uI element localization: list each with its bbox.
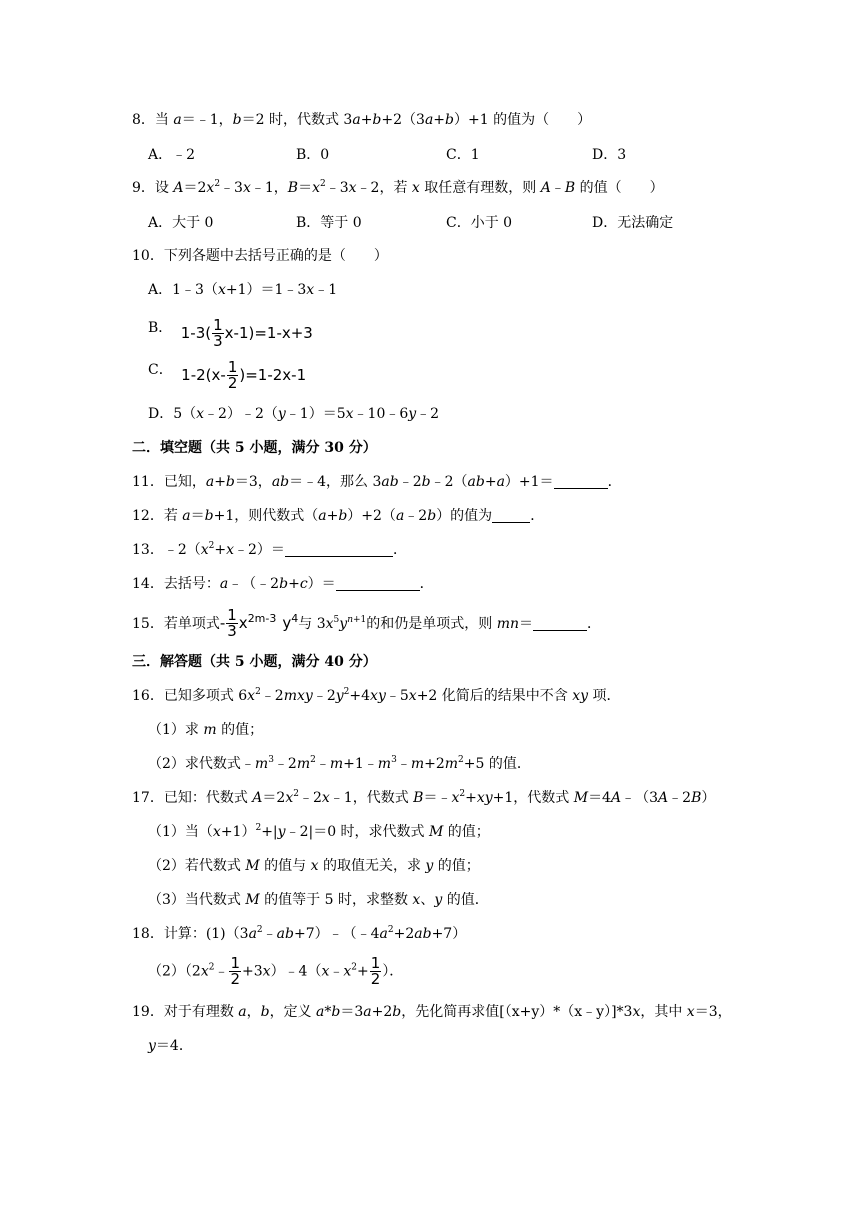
q9-option-b: B．等于 0 <box>296 215 362 231</box>
q8-text: 8．当 <box>132 112 174 128</box>
q11-text: ＝3， <box>234 474 272 490</box>
q19-text: ＝4． <box>155 1038 193 1054</box>
q9-text: 的值（ ） <box>575 180 664 196</box>
q18-text: （2）（2 <box>148 963 201 980</box>
numerator: 1 <box>230 954 241 972</box>
q17-text: 的值与 <box>259 858 311 874</box>
q17-text: 的值等于 5 时，求整数 <box>259 892 413 908</box>
q10-text: 1-3( <box>180 324 212 342</box>
q18-text: +7）﹣（﹣4 <box>293 926 380 942</box>
q18-text: +2 <box>393 926 415 942</box>
q9-text: 9．设 <box>132 180 174 196</box>
q8-text: ）+1 的值为（ ） <box>454 112 592 128</box>
exponent: 2m-3 <box>247 612 277 625</box>
question-18: 18．计算：$(1)(3a^2﹣ab+7)﹣(﹣4a^2+2ab+7)$ <box>132 925 467 942</box>
q15-text: 与 3 <box>298 616 326 632</box>
q18-text: 18．计算：(1)（3 <box>132 926 249 942</box>
question-9: 9．设 $A=2x^2﹣3x﹣1$，$B=x^2﹣3x﹣2$，若 x 取任意有理数，则 A﹣B 的值（ ） <box>132 179 664 196</box>
q9-text: ﹣ <box>550 180 565 196</box>
question-8: 8．当 a＝﹣1，b＝2 时，代数式 3a+b+2（3a+b）+1 的值为（ ） <box>132 112 592 128</box>
q19-text: ， <box>246 1004 261 1020</box>
q19-text: ＝3， <box>694 1004 732 1020</box>
fraction <box>229 956 241 987</box>
answer-blank[interactable] <box>492 508 530 523</box>
q17-text: （3）当代数式 <box>148 892 246 908</box>
answer-blank[interactable] <box>533 616 587 631</box>
q8-option-d: D．3 <box>592 147 627 163</box>
q17-text: ＝4 <box>588 790 611 806</box>
q19-text: ，定义 <box>269 1004 317 1020</box>
q17-text: 、 <box>420 892 435 908</box>
q10-text: ﹣1）＝5 <box>285 406 346 422</box>
q17-text: + <box>465 790 477 806</box>
q17-text: ） <box>701 790 716 806</box>
question-14: 14．去括号：a﹣（﹣2b+c）＝ ． <box>132 576 434 592</box>
q17-text: 的取值无关，求 <box>318 858 426 874</box>
q19-text: ，其中 <box>640 1004 687 1020</box>
q10-text: A．1﹣3（ <box>148 282 218 298</box>
q18-text: ﹣ <box>262 926 277 942</box>
q16-text: ﹣ <box>315 756 330 772</box>
q12-text: + <box>326 508 339 524</box>
q14-text: 14．去括号： <box>132 576 220 592</box>
q15-text: x <box>238 614 248 632</box>
q17-text: 的值； <box>433 858 480 874</box>
q8-text: + <box>360 112 373 128</box>
q13-text: + <box>214 542 227 558</box>
q14-text: ． <box>419 576 434 592</box>
question-19-cont: y＝4． <box>148 1038 193 1054</box>
q13-text: ﹣2）＝ <box>234 542 285 558</box>
question-12: 12．若 a＝b+1，则代数式（a+b）+2（a﹣2b）的值为 ． <box>132 508 545 524</box>
q10-option-d: D．5（x﹣2）﹣2（y﹣1）＝5x﹣10﹣6y﹣2 <box>148 406 440 422</box>
q10-text: 1-2(x- <box>181 366 226 384</box>
q16-text: ﹣2 <box>260 688 284 704</box>
q9-option-c: C．小于 0 <box>446 215 513 231</box>
q8-option-c: C．1 <box>446 147 480 163</box>
q11-text: 11．已知， <box>132 474 206 490</box>
fraction <box>227 360 239 391</box>
q19-text: ，先化简再求值[（x+y）*（x﹣y）]*3 <box>401 1004 633 1020</box>
q15-text: y <box>282 614 292 632</box>
q17-text: ﹣1，代数式 <box>329 790 414 806</box>
q16-text: 项． <box>588 688 621 704</box>
q17-part-3: （3）当代数式 M 的值等于 5 时，求整数 x、y 的值． <box>148 892 489 908</box>
q11-text: + <box>214 474 226 490</box>
q10-text: ﹣2）﹣2（ <box>204 406 278 422</box>
q9-option-a: A．大于 0 <box>148 215 214 231</box>
q16-text: ﹣ <box>396 756 411 772</box>
q18-text: ﹣ <box>214 963 229 980</box>
q17-text: +| <box>261 824 278 840</box>
q12-text: ． <box>530 508 545 524</box>
q16-text: ﹣5 <box>385 688 409 704</box>
q12-text: ）+2（ <box>347 508 396 524</box>
q10-text: +1）＝1﹣3 <box>225 282 307 298</box>
numerator: 1 <box>213 316 223 334</box>
q9-text: ＝2 <box>183 180 207 196</box>
q8-text: + <box>433 112 446 128</box>
q10-text: x-1)=1-x+3 <box>224 324 313 342</box>
q15-text: 的和仍是单项式，则 <box>366 616 497 632</box>
question-11: 11．已知，a+b＝3，ab＝﹣4，那么 3ab﹣2b﹣2（ab+a）+1＝ ． <box>132 474 622 490</box>
q9-option-d: D．无法确定 <box>592 215 674 231</box>
question-17: 17．已知：代数式 $A=2x^2﹣2x﹣1$，代数式 $B=﹣x^2+xy+1$，代数式 M＝4A﹣（3A﹣2B） <box>132 789 716 806</box>
q19-text: ＝3 <box>340 1004 364 1020</box>
q17-text: +1） <box>220 824 256 840</box>
q16-text: +5 的值． <box>463 756 531 772</box>
denominator: 3 <box>213 332 223 350</box>
question-15: 15．若单项式- $\frac{1}{3}$ $x^{2m-3}$ $y^4$与 $3x^5y^{n+1}$的和仍是单项式，则 mn＝ ． <box>132 606 602 640</box>
q18-text: ）． <box>382 963 404 980</box>
q12-text: +1，则代数式（ <box>213 508 319 524</box>
q17-text: ﹣2|＝0 时，求代数式 <box>285 824 430 840</box>
q10-option-b <box>148 318 313 349</box>
q12-text: ）的值为 <box>436 508 493 524</box>
q10-c-label: C． <box>148 362 173 378</box>
q19-text: 19．对于有理数 <box>132 1004 239 1020</box>
q8-text: ＝﹣1， <box>181 112 233 128</box>
q17-text: ﹣2 <box>668 790 692 806</box>
q10-b-formula <box>181 318 313 349</box>
q18-text: +7） <box>431 926 467 942</box>
q17-text: +1，代数式 <box>492 790 574 806</box>
q10-text: D．5（ <box>148 406 197 422</box>
q16-part-1: （1）求 m 的值； <box>148 722 264 738</box>
q9-text: ﹣2，若 <box>356 180 412 196</box>
fraction <box>370 956 382 987</box>
q11-text: ． <box>607 474 622 490</box>
q9-text: ＝ <box>298 180 313 196</box>
q16-text: +1﹣ <box>343 756 378 772</box>
numerator: 1 <box>227 606 237 624</box>
q16-text: 的值； <box>216 722 264 738</box>
q14-text: ）＝ <box>307 576 336 592</box>
minus-sign: - <box>219 614 226 632</box>
denominator: 2 <box>230 970 241 988</box>
q10-option-a: A．1﹣3（x+1）＝1﹣3x﹣1 <box>148 282 338 298</box>
q13-text: 13．﹣2（ <box>132 542 201 558</box>
question-19: 19．对于有理数 a，b，定义 a*b＝3a+2b，先化简再求值[（x+y）*（x﹣y）]*3x，其中 x＝3， <box>132 1004 732 1020</box>
q18-text: ）﹣4（ <box>270 963 322 980</box>
q17-text: ＝﹣ <box>423 790 452 806</box>
q8-option-a: A．﹣2 <box>148 147 196 163</box>
q15-text: ． <box>587 616 602 632</box>
q16-text: ﹣2 <box>312 688 336 704</box>
q13-text: ． <box>392 542 407 558</box>
q11-text: ）+1＝ <box>504 474 554 490</box>
q16-text: （1）求 <box>148 722 204 738</box>
q19-text: * <box>324 1004 332 1020</box>
q17-text: （2）若代数式 <box>148 858 246 874</box>
q11-text: ﹣2（ <box>430 474 468 490</box>
q16-part-2: （2）求代数式$﹣m^3﹣2m^2﹣m+1﹣m^3﹣m+2m^2+5$ 的值． <box>148 755 531 772</box>
fraction <box>212 318 224 349</box>
q14-text: ﹣（﹣2 <box>228 576 280 592</box>
q15-monomial-formula <box>219 606 299 640</box>
q10-b-label: B． <box>148 320 173 336</box>
q8-option-b: B．0 <box>296 147 330 163</box>
q12-text: ＝ <box>190 508 205 524</box>
q9-text: ﹣3 <box>220 180 243 196</box>
numerator: 1 <box>227 358 238 376</box>
denominator: 3 <box>227 622 237 640</box>
q18-text: ﹣ <box>329 963 344 980</box>
exponent: 4 <box>291 612 299 625</box>
q9-text: ﹣3 <box>325 180 349 196</box>
q17-text: 的值； <box>443 824 490 840</box>
q19-text: +2 <box>371 1004 393 1020</box>
q17-part-2: （2）若代数式 M 的值与 x 的取值无关，求 y 的值； <box>148 858 480 874</box>
q12-text: ﹣2 <box>404 508 428 524</box>
fraction <box>226 608 238 639</box>
q8-text: ＝2 时，代数式 3 <box>241 112 353 128</box>
q9-text: ﹣1， <box>250 180 288 196</box>
q16-text: +4 <box>349 688 371 704</box>
q17-text: 17．已知：代数式 <box>132 790 253 806</box>
q11-text: ＝﹣4，那么 3 <box>289 474 382 490</box>
q18-text: + <box>357 963 369 980</box>
q8-text: +2（3 <box>381 112 425 128</box>
q17-text: ﹣（3 <box>621 790 659 806</box>
q10-text: ﹣2 <box>416 406 440 422</box>
question-10: 10．下列各题中去括号正确的是（ ） <box>132 248 388 264</box>
q17-text: 的值． <box>442 892 489 908</box>
q15-text: ＝ <box>519 616 534 632</box>
question-13: 13．$﹣2(x^2+x﹣2)=$ ． <box>132 541 407 558</box>
q11-text: + <box>484 474 497 490</box>
q17-text: ＝2 <box>262 790 286 806</box>
q10-text: )=1-2x-1 <box>239 366 307 384</box>
answer-blank[interactable] <box>554 474 608 489</box>
q18-part-2: $(2)(2x^2﹣$ $\frac{1}{2}$ $+3x)﹣4(x﹣x^2+$ $\frac{1}{2}$ ）． <box>148 954 404 988</box>
section-2-heading: 二．填空题（共 5 小题，满分 30 分） <box>132 440 377 456</box>
q15-text: 15．若单项式 <box>132 616 220 632</box>
q10-text: ﹣10﹣6 <box>353 406 409 422</box>
q18-text: +3 <box>242 963 263 980</box>
q10-option-c <box>148 360 306 391</box>
q10-text: ﹣1 <box>314 282 338 298</box>
q16-text: +2 <box>424 756 445 772</box>
q16-text: 16．已知多项式 6 <box>132 688 248 704</box>
q10-c-formula <box>181 360 306 391</box>
q17-part-1: （1）当$(x+1)^2+|y﹣2|=0$ 时，求代数式 M 的值； <box>148 823 490 840</box>
q17-text: （1）当（ <box>148 824 213 840</box>
section-3-heading: 三．解答题（共 5 小题，满分 40 分） <box>132 654 377 670</box>
answer-blank[interactable] <box>285 542 393 557</box>
q16-text: ﹣2 <box>273 756 297 772</box>
q14-text: + <box>288 576 300 592</box>
question-16: 16．已知多项式 $6x^2﹣2mxy﹣2y^2+4xy﹣5x+2$ 化简后的结果中不含 xy 项． <box>132 687 621 704</box>
q17-text: ﹣2 <box>298 790 322 806</box>
denominator: 2 <box>227 374 238 392</box>
numerator: 1 <box>370 954 381 972</box>
answer-blank[interactable] <box>336 576 420 591</box>
q16-text: +2 化简后的结果中不含 <box>416 688 573 704</box>
q9-text: 取任意有理数，则 <box>419 180 541 196</box>
q16-text: （2）求代数式﹣ <box>148 756 255 772</box>
denominator: 2 <box>370 970 381 988</box>
q12-text: 12．若 <box>132 508 183 524</box>
q11-text: ﹣2 <box>398 474 422 490</box>
